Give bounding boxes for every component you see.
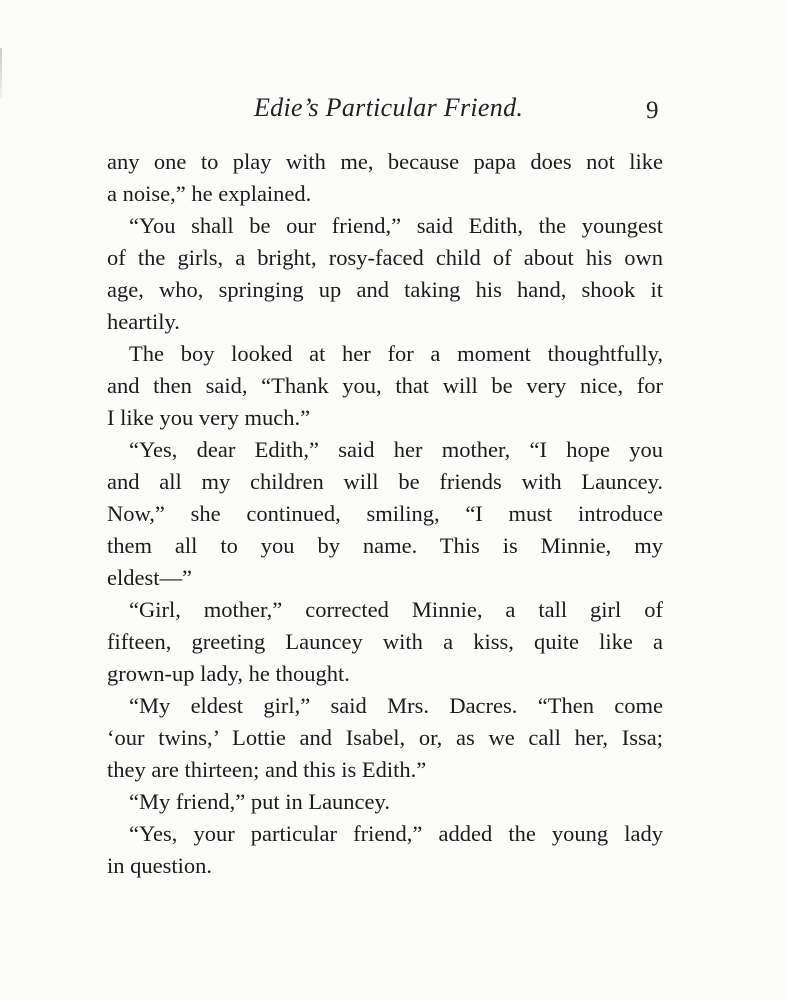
text-line: eldest—”: [107, 565, 192, 590]
text-line: ‘our twins,’ Lottie and Isabel, or, as we call her, Issa;: [107, 725, 663, 750]
text-line: and then said, “Thank you, that will be very nice, for: [107, 373, 663, 398]
text-line: grown-up lady, he thought.: [107, 661, 350, 686]
text-line: “My eldest girl,” said Mrs. Dacres. “Then come: [129, 693, 663, 718]
running-title: Edie’s Particular Friend.: [254, 93, 524, 122]
text-line: “Girl, mother,” corrected Minnie, a tall girl of: [129, 597, 663, 622]
page-number: 9: [646, 97, 659, 124]
text-line: age, who, springing up and taking his hand, shook it: [107, 277, 663, 302]
text-line: and all my children will be friends with Launcey.: [107, 469, 663, 494]
text-line: I like you very much.”: [107, 405, 311, 430]
text-line: of the girls, a bright, rosy-faced child of about his own: [107, 245, 663, 270]
text-line: a noise,” he explained.: [107, 181, 312, 206]
body-text: [107, 146, 663, 882]
text-line: heartily.: [107, 309, 180, 334]
text-line: “You shall be our friend,” said Edith, the youngest: [129, 213, 663, 238]
text-line: them all to you by name. This is Minnie, my: [107, 533, 663, 558]
text-line: Now,” she continued, smiling, “I must introduce: [107, 501, 663, 526]
page-edge-shadow: [0, 48, 2, 98]
text-line: fifteen, greeting Launcey with a kiss, quite like a: [107, 629, 663, 654]
text-line: “My friend,” put in Launcey.: [129, 789, 390, 814]
text-line: any one to play with me, because papa does not like: [107, 149, 663, 174]
text-line: “Yes, dear Edith,” said her mother, “I hope you: [129, 437, 663, 462]
text-line: “Yes, your particular friend,” added the young lady: [129, 821, 663, 846]
text-line: in question.: [107, 853, 212, 878]
text-line: The boy looked at her for a moment thoughtfully,: [129, 341, 663, 366]
text-line: they are thirteen; and this is Edith.”: [107, 757, 427, 782]
